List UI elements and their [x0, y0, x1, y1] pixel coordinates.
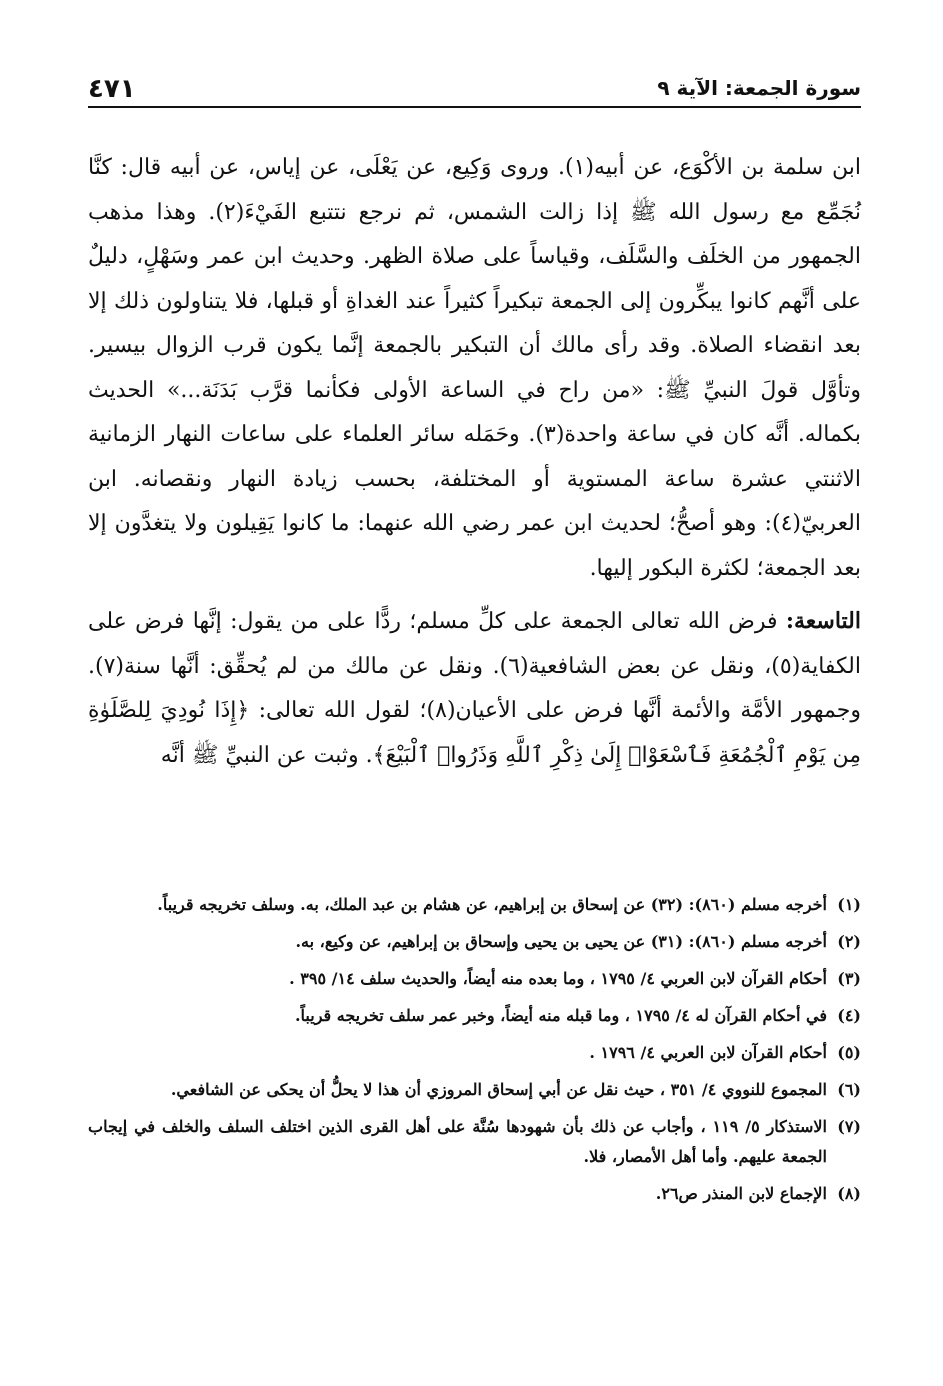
page-header — [88, 66, 861, 108]
footnote: (٣) أحكام القرآن لابن العربي ٤/ ١٧٩٥ ، وما بعده منه أيضاً، والحديث سلف ١٤/ ٣٩٥ . — [289, 969, 861, 988]
footnote: (٥) أحكام القرآن لابن العربي ٤/ ١٧٩٦ . — [589, 1043, 861, 1062]
footnote: (١) أخرجه مسلم (٨٦٠): (٣٢) عن إسحاق بن إبراهيم، عن هشام بن عبد الملك، به. وسلف تخريجه قريباً. — [157, 895, 861, 914]
running-title: سورة الجمعة: الآية ٩ — [657, 76, 861, 100]
page-number: ٤٧١ — [88, 74, 136, 104]
footnote: (٤) في أحكام القرآن له ٤/ ١٧٩٥ ، وما قبله منه أيضاً، وخبر عمر سلف تخريجه قريباً. — [294, 1006, 861, 1025]
footnote: (٧) الاستذكار ٥/ ١١٩ ، وأجاب عن ذلك بأن شهودها سُنَّة على أهل القرى الذين اختلف السلف والخلف في إيجاب الجمعة عليهم. وأما أهل الأمصار، فلا. — [88, 1117, 861, 1166]
section-lead: التاسعة: — [785, 608, 861, 634]
footnote: (٢) أخرجه مسلم (٨٦٠): (٣١) عن يحيى بن يحيى وإسحاق بن إبراهيم، عن وكيع، به. — [295, 932, 861, 951]
footnote: (٦) المجموع للنووي ٤/ ٣٥١ ، حيث نقل عن أبي إسحاق المروزي أن هذا لا يحلُّ أن يحكى عن الشافعي. — [170, 1080, 861, 1099]
paragraph-ninth — [88, 599, 861, 778]
paragraph-tail: . وثبت عن النبيِّ ﷺ أنَّه — [160, 742, 373, 768]
paragraph: ابن سلمة بن الأكْوَع، عن أبيه(١). وروى وَكِيع، عن يَعْلَى، عن إياس، عن أبيه قال: كنَّا نُجَمِّع مع رسول الله ﷺ إذا زالت الشمس، ثم نرجع نتتبع الفَيْءَ(٢). وهذا مذهب الجمهور من الخلَف والسَّلَف، وقياساً على صلاة الظهر. وحديث ابن عمر وسَهْلٍ، دليلٌ على أنَّهم كانوا يبكِّرون إلى الجمعة تبكيراً كثيراً عند الغداةِ أو قبلها، فلا يتناولون ذلك إلا بعد انقضاء الصلاة. وقد رأى مالك أن التبكير بالجمعة إنَّما يكون قرب الزوال بيسير. وتأوَّل قولَ النبيِّ ﷺ: «من راح في الساعة الأولى فكأنما قرَّب بَدَنَة...» الحديث بكماله. أنَّه كان في ساعة واحدة(٣). وحَمَله سائر العلماء على ساعات النهار الزمانية الاثنتي عشرة ساعة المستوية أو المختلفة، بحسب زيادة النهار ونقصانه. ابن العربيّ(٤): وهو أصحُّ؛ لحديث ابن عمر رضي الله عنهما: ما كانوا يَقِيلون ولا يتغدَّون إلا بعد الجمعة؛ لكثرة البكور إليها. — [88, 155, 862, 581]
paragraph-text: فرض الله تعالى الجمعة على كلِّ مسلم؛ ردًّا على من يقول: إنَّها فرض على الكفاية(٥)، ونقل عن بعض الشافعية(٦). ونقل عن مالك من لم يُحقِّق: أنَّها سنة(٧). وجمهور الأمَّة والأئمة أنَّها فرض على الأعيان(٨)؛ لقول الله تعالى: — [88, 609, 861, 723]
main-text — [88, 146, 861, 778]
footnotes — [88, 890, 861, 1216]
quran-verse: ﴿إِذَا نُودِيَ لِلصَّلَوٰةِ مِن يَوْمِ ٱلْجُمُعَةِ فَٱسْعَوْا۟ إِلَىٰ ذِكْرِ ٱللَّهِ وَذَرُوا۟ ٱلْبَيْعَ﴾ — [88, 698, 861, 768]
footnote: (٨) الإجماع لابن المنذر ص٢٦. — [655, 1184, 861, 1203]
